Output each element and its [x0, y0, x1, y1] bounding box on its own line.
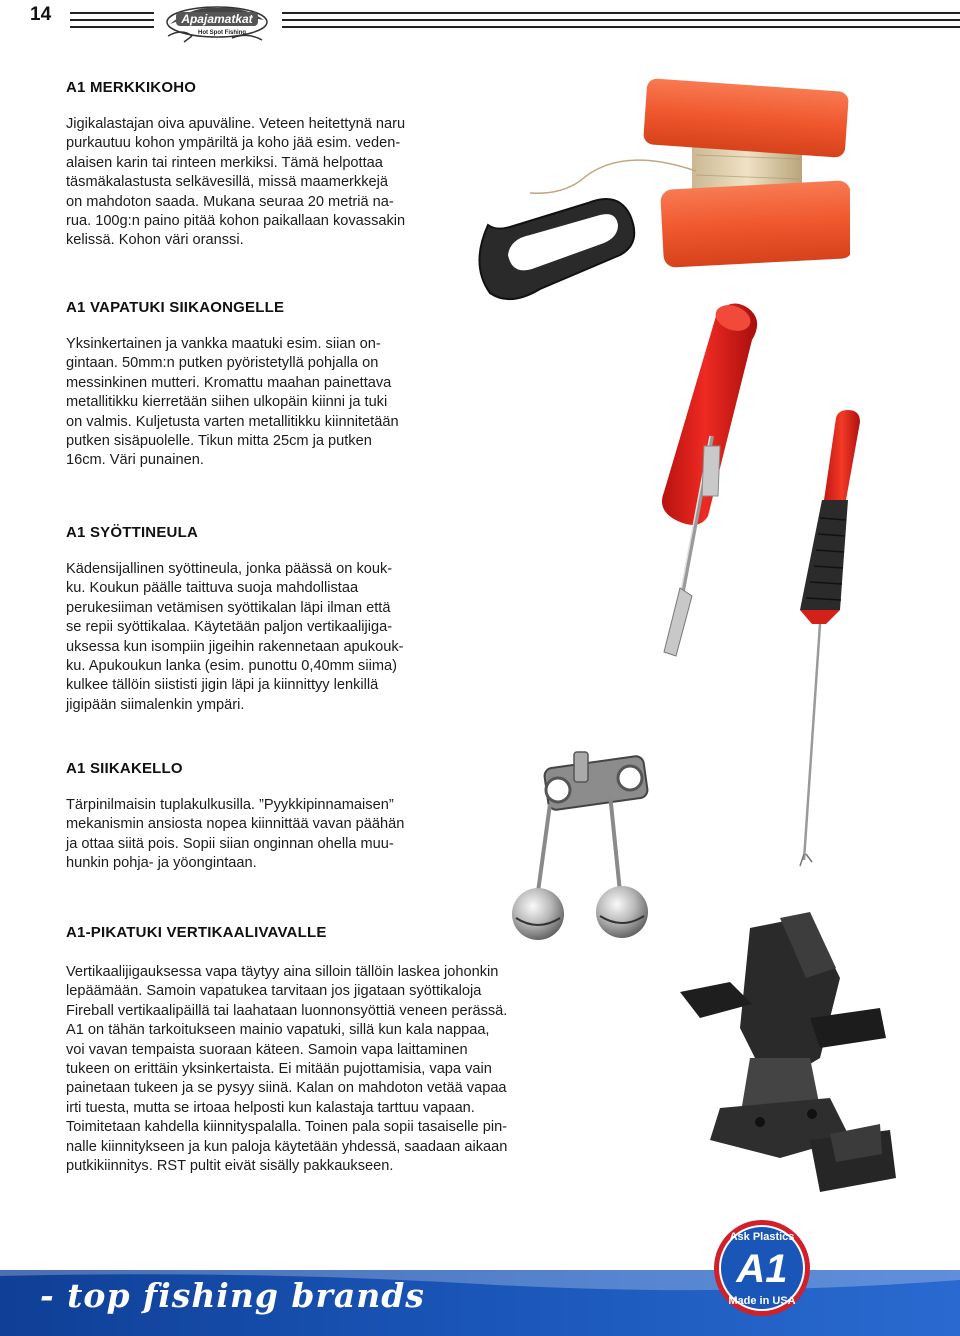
body-line: täsmäkalastusta selkävesillä, missä maamerkkejä: [66, 174, 388, 191]
a1-badge-logo: [712, 1218, 812, 1318]
logo-subtitle: Hot Spot Fishing: [198, 30, 246, 36]
marker-buoy-image: [470, 75, 850, 315]
body-line: purkautuu kohon ympäriltä ja koho jää esim. veden-: [66, 135, 401, 152]
body-line: Toimitetaan kahdella kiinnityspalalla. Toinen pala sopii tasaiselle pin-: [66, 1119, 508, 1136]
body-line: Vertikaalijigauksessa vapa täytyy aina silloin tällöin laskea johonkin: [66, 964, 499, 980]
header-rule-right-2: [282, 19, 960, 21]
body-line: kelissä. Kohon väri oranssi.: [66, 232, 244, 249]
section-merkkikoho: [66, 79, 466, 251]
section-title: A1 SIIKAKELLO: [66, 760, 183, 777]
body-line: ku. Apukoukun lanka (esim. punottu 0,40mm siima): [66, 658, 397, 675]
badge-bottom-text: Made in USA: [728, 1295, 796, 1307]
body-line: tukeen on erittäin yksinkertaista. Ei mitään pujottamisia, vapa vain: [66, 1061, 492, 1078]
body-line: se repii syöttikalaa. Käytetään paljon vertikaalijiga-: [66, 619, 393, 636]
section-syottineula: [66, 524, 456, 715]
body-line: painetaan tukeen ja se pysyy siinä. Kalan on mahdoton vetää vapaa: [66, 1080, 507, 1097]
header-rule-right-3: [282, 26, 960, 28]
body-line: jigipään siimalenkin ympäri.: [66, 696, 245, 713]
body-line: voi vavan tempaista suoraan käteen. Samoin vapa laittaminen: [66, 1041, 468, 1058]
section-title: A1 VAPATUKI SIIKAONGELLE: [66, 299, 285, 316]
section-vapatuki: [66, 299, 446, 471]
badge-top-text: Ask Plastics: [729, 1231, 795, 1243]
header-rule-right-1: [282, 12, 960, 14]
body-line: mekanismin ansiosta nopea kiinnittää vavan päähän: [66, 816, 405, 833]
body-line: hunkin pohja- ja yöongintaan.: [66, 855, 257, 872]
quick-rod-holder-image: [660, 908, 910, 1198]
body-line: lepäämään. Samoin vapatukea tarvitaan jos jigataan syöttikaloja: [66, 983, 482, 1000]
footer-slogan: - top fishing brands: [40, 1276, 425, 1315]
body-line: on mahdoton saada. Mukana seuraa 20 metriä na-: [66, 193, 394, 210]
body-line: rua. 100g:n paino pitää kohon paikallaan kovassakin: [66, 213, 406, 230]
page-header: [0, 0, 960, 36]
body-line: perukesiiman vetämisen syöttikalan läpi ilman että: [66, 599, 391, 616]
body-line: 16cm. Väri punainen.: [66, 452, 204, 469]
body-line: Fireball vertikaalipäillä tai laahataan luonnonsyöttiä veneen perässä.: [66, 1002, 508, 1019]
page-number: 14: [30, 4, 52, 25]
header-rule-left-2: [70, 19, 154, 21]
body-line: metallitikku kierretään siihen ulkopäin kiinni ja tuki: [66, 394, 388, 411]
section-title: A1 SYÖTTINEULA: [66, 524, 198, 541]
baiting-needle-image: [760, 410, 920, 870]
body-line: ku. Koukun päälle taittuva suoja mahdollistaa: [66, 580, 359, 597]
body-line: putkikiinnitys. RST pultit eivät sisälly pakkaukseen.: [66, 1158, 394, 1175]
body-line: gintaan. 50mm:n putken pyöristetyllä pohjalla on: [66, 355, 379, 372]
body-line: alaisen karin tai rinteen merkiksi. Tämä helpottaa: [66, 154, 383, 171]
body-line: putken sisäpuolelle. Tikun mitta 25cm ja putken: [66, 433, 372, 450]
body-line: irti tuesta, mutta se irtoaa helposti kun kalastaja tarttuu vapaan.: [66, 1099, 475, 1116]
body-line: nalle kiinnitykseen ja kun paloja käytetään yhdessä, saadaan aikaan: [66, 1138, 508, 1155]
header-rule-left-3: [70, 26, 154, 28]
body-line: messinkinen mutteri. Kromattu maahan painettava: [66, 374, 392, 391]
body-line: Yksinkertainen ja vankka maatuki esim. siian on-: [66, 336, 381, 352]
body-line: Kädensijallinen syöttineula, jonka päässä on kouk-: [66, 561, 393, 577]
section-siikakello: [66, 760, 466, 874]
section-title: A1 MERKKIKOHO: [66, 79, 197, 96]
body-line: A1 on tähän tarkoitukseen mainio vapatuki, sillä kun kala nappaa,: [66, 1022, 490, 1039]
apajamatkat-logo: [162, 2, 272, 46]
logo-title: Apajamatkat: [181, 12, 253, 26]
body-line: ja ottaa siitä pois. Sopii siian onginnan ohella muu-: [66, 835, 394, 852]
header-rule-left-1: [70, 12, 154, 14]
body-line: kulkee tällöin siististi jigin läpi ja kiinnittyy lenkillä: [66, 677, 379, 694]
section-title: A1-PIKATUKI VERTIKAALIVAVALLE: [66, 924, 327, 941]
section-pikatuki: [66, 924, 566, 1176]
badge-letters: A1: [736, 1247, 788, 1291]
body-line: Jigikalastajan oiva apuväline. Veteen heitettynä naru: [66, 116, 406, 132]
body-line: uksessa kun isompiin jigeihin rakennetaan apukouk-: [66, 638, 404, 655]
body-line: Tärpinilmaisin tuplakulkusilla. ”Pyykkipinnamaisen”: [66, 797, 394, 813]
body-line: on valmis. Kuljetusta varten metallitikku kiinnitetään: [66, 413, 399, 430]
